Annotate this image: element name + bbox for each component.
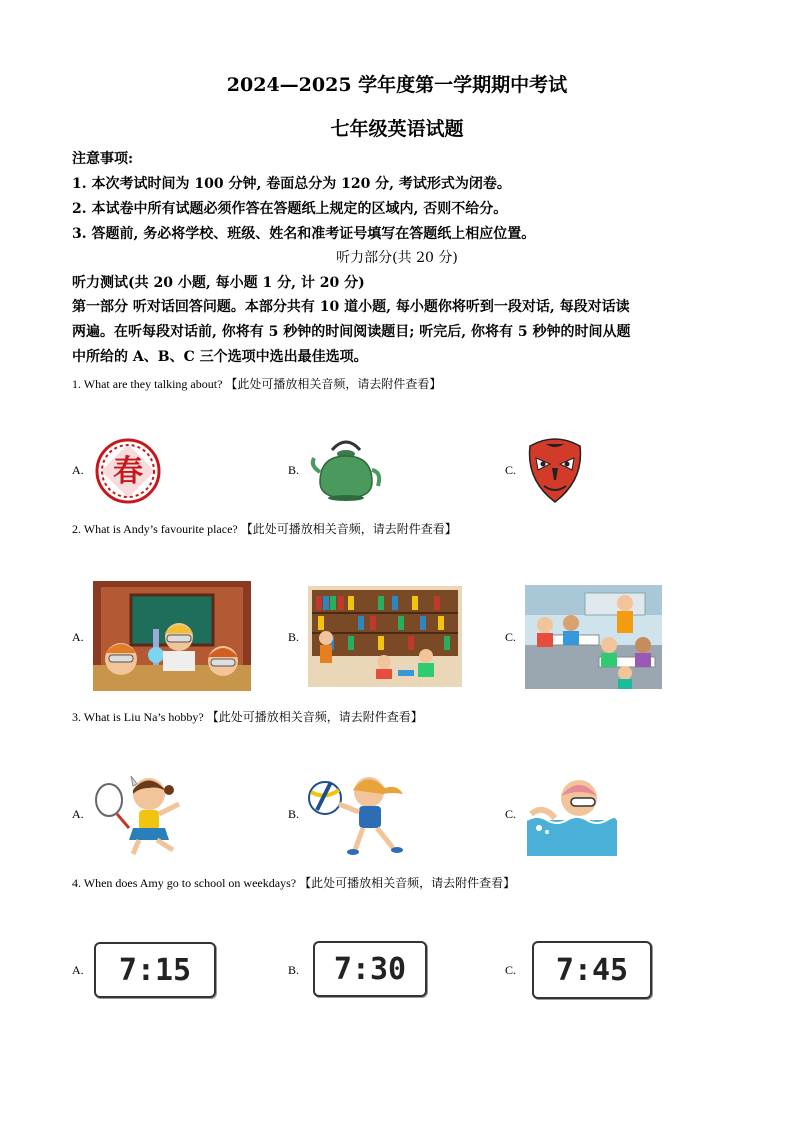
question-1-text: 1. What are they talking about? 【此处可播放相关音频，请去附件查看】: [72, 377, 442, 391]
clock-option-a: 7:15: [94, 942, 216, 998]
teapot-icon: [310, 436, 382, 504]
q2-option-b-label[interactable]: B.: [288, 630, 300, 644]
volleyball-image: [307, 770, 413, 856]
question-3-text: 3. What is Liu Na’s hobby? 【此处可播放相关音频，请去附件查看】: [72, 710, 423, 724]
q3-option-b-label[interactable]: B.: [288, 807, 300, 821]
paper-cut-icon: [95, 438, 161, 504]
q4-option-c-label[interactable]: C.: [505, 963, 517, 977]
section-subtitle: 听力测试(共 20 小题, 每小题 1 分, 计 20 分): [72, 275, 365, 291]
section-title: 听力部分(共 20 分): [336, 250, 458, 266]
science-lab-image: [93, 581, 251, 691]
q1-option-b-label[interactable]: B.: [288, 463, 300, 477]
question-2-text: 2. What is Andy’s favourite place? 【此处可播放相关音频，请去附件查看】: [72, 522, 457, 536]
clock-option-c: 7:45: [532, 941, 652, 999]
instruction-line-3: 中所给的 A、B、C 三个选项中选出最佳选项。: [72, 349, 368, 365]
svg-text:春: 春: [113, 454, 143, 489]
q2-option-a-label[interactable]: A.: [72, 630, 84, 644]
opera-mask-icon: [526, 436, 584, 504]
badminton-image: [93, 770, 187, 856]
clock-option-b: 7:30: [313, 941, 427, 997]
notice-heading: 注意事项:: [72, 151, 134, 167]
instruction-line-1: 第一部分 听对话回答问题。本部分共有 10 道小题, 每小题你将听到一段对话, 每段对话读: [72, 299, 630, 315]
q3-option-c-label[interactable]: C.: [505, 807, 517, 821]
swimming-image: [527, 770, 617, 856]
question-4-text: 4. When does Amy go to school on weekdays? 【此处可播放相关音频，请去附件查看】: [72, 876, 516, 890]
exam-subtitle: 七年级英语试题: [330, 118, 464, 140]
q1-option-c-label[interactable]: C.: [505, 463, 517, 477]
q2-option-c-label[interactable]: C.: [505, 630, 517, 644]
q4-option-a-label[interactable]: A.: [72, 963, 84, 977]
instruction-line-2: 两遍。在听每段对话前, 你将有 5 秒钟的时间阅读题目; 听完后, 你将有 5 秒钟的时间从题: [72, 324, 631, 340]
library-image: [308, 586, 462, 687]
notice-item-3: 3. 答题前, 务必将学校、班级、姓名和准考证号填写在答题纸上相应位置。: [72, 226, 536, 242]
q4-option-b-label[interactable]: B.: [288, 963, 300, 977]
notice-item-1: 1. 本次考试时间为 100 分钟, 卷面总分为 120 分, 考试形式为闭卷。: [72, 176, 511, 192]
notice-item-2: 2. 本试卷中所有试题必须作答在答题纸上规定的区域内, 否则不给分。: [72, 201, 508, 217]
exam-title: 2024—2025 学年度第一学期期中考试: [226, 74, 568, 96]
q3-option-a-label[interactable]: A.: [72, 807, 84, 821]
q1-option-a-label[interactable]: A.: [72, 463, 84, 477]
dining-hall-image: [525, 585, 662, 689]
